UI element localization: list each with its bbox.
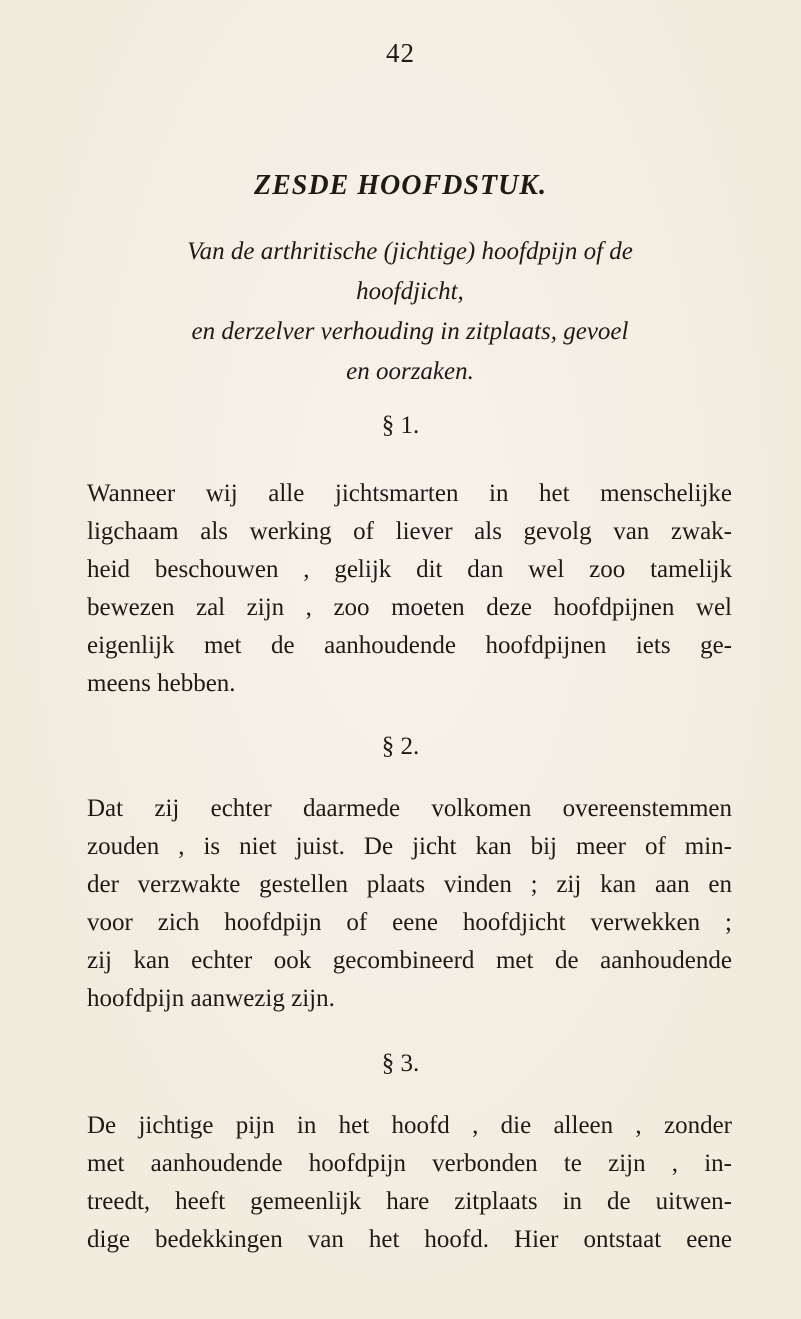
text-line: dige bedekkingen van het hoofd. Hier ontstaat eene — [87, 1226, 732, 1253]
text-line: hoofdpijn aanwezig zijn. — [87, 985, 335, 1012]
page-number: 42 — [386, 38, 415, 68]
text-line: voor zich hoofdpijn of eene hoofdjicht verwekken ; — [87, 909, 732, 936]
subtitle-line: en oorzaken. — [346, 358, 474, 385]
section-mark-3: § 3. — [381, 1050, 420, 1077]
paragraph-3 — [87, 1107, 732, 1259]
paragraph-2 — [87, 790, 732, 1018]
text-line: zouden , is niet juist. De jicht kan bij meer of min- — [87, 833, 732, 860]
section-mark-1: § 1. — [381, 412, 420, 439]
text-line: Dat zij echter daarmede volkomen overeenstemmen — [87, 795, 732, 822]
section-mark-2: § 2. — [381, 733, 420, 760]
subtitle-line: en derzelver verhouding in zitplaats, gevoel — [191, 318, 629, 345]
text-line: De jichtige pijn in het hoofd , die alleen , zonder — [87, 1112, 732, 1139]
subtitle-line: Van de arthritische (jichtige) hoofdpijn of de hoofdjicht, — [187, 238, 633, 305]
text-line: met aanhoudende hoofdpijn verbonden te zijn , in- — [87, 1150, 732, 1177]
text-line: eigenlijk met de aanhoudende hoofdpijnen iets ge- — [87, 632, 732, 659]
chapter-title: ZESDE HOOFDSTUK. — [254, 170, 547, 201]
text-line: heid beschouwen , gelijk dit dan wel zoo tamelijk — [87, 556, 732, 583]
text-line: ligchaam als werking of liever als gevolg van zwak- — [87, 518, 732, 545]
text-line: meens hebben. — [87, 670, 236, 697]
text-line: treedt, heeft gemeenlijk hare zitplaats in de uitwen- — [87, 1188, 732, 1215]
paragraph-1 — [87, 475, 732, 703]
text-line: bewezen zal zijn , zoo moeten deze hoofdpijnen wel — [87, 594, 732, 621]
text-line: der verzwakte gestellen plaats vinden ; zij kan aan en — [87, 871, 732, 898]
text-line: zij kan echter ook gecombineerd met de aanhoudende — [87, 947, 732, 974]
chapter-subtitle — [150, 232, 670, 392]
text-line: Wanneer wij alle jichtsmarten in het menschelijke — [87, 480, 732, 507]
